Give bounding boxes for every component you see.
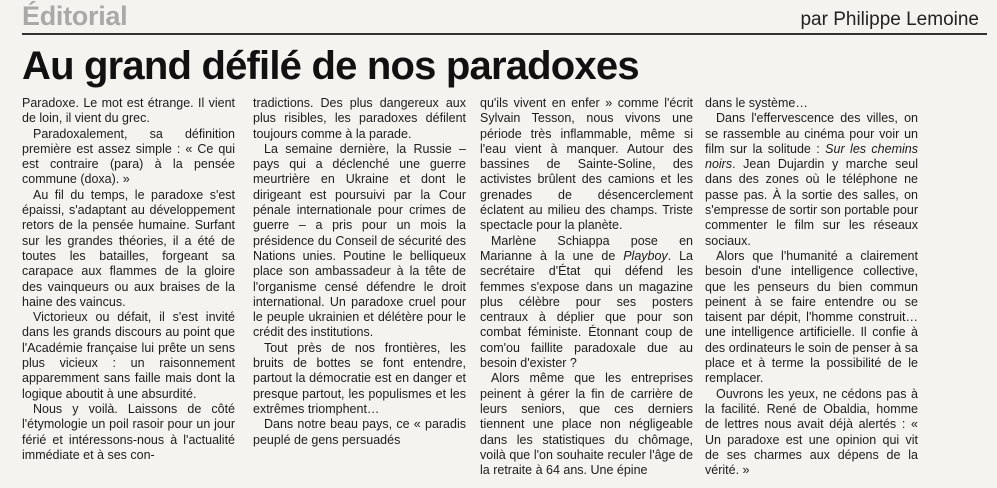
text-column-2	[253, 96, 466, 488]
paragraph: dans le système…	[705, 96, 808, 110]
paragraph-segment: . La secrétaire d'État qui défend les femmes s'expose dans un magazine plus célèbre pour ses posters centraux à déplier que pour son combat féministe. Étonnant coup de com'ou faillite paradoxale due au besoin d'exister ?	[480, 248, 693, 371]
paragraph: tradictions. Des plus dangereux aux plus risibles, les paradoxes défilent toujours comme à la parade.	[253, 96, 466, 141]
paragraph: Victorieux ou défait, il s'est invité dans les grands discours au point que l'Académie française lui prête un sens plus vicieux : un raisonnement apparemment sans faille mais dont la logique aboutit à une absurdité.	[22, 310, 235, 401]
paragraph: Dans notre beau pays, ce « paradis peuplé de gens persuadés	[253, 417, 466, 447]
paragraph	[480, 234, 693, 372]
paragraph: Paradoxe. Le mot est étrange. Il vient de loin, il vient du grec.	[22, 96, 235, 126]
text-column-1	[22, 96, 235, 488]
film-title: Sur les chemins noirs	[705, 141, 918, 172]
section-rubric: Éditorial	[22, 1, 128, 31]
paragraph-segment: Dans l'effervescence des villes, on se rassemble au cinéma pour voir un film sur la solitude :	[705, 111, 918, 156]
paragraph: Nous y voilà. Laissons de côté l'étymologie un poil rasoir pour un jour férié et intéressons-nous à l'actualité immédiate et à ses con-	[22, 401, 235, 462]
paragraph-segment: Marlène Schiappa pose en Marianne à la une de	[480, 233, 693, 263]
paragraph: Alors même que les entreprises peinent à gérer la fin de carrière de leurs seniors, que ces derniers tiennent une place non négligeable dans les statistiques du chômage, voilà que l'on souhaite reculer l'âge de la retraite à 64 ans. Une épine	[480, 371, 693, 478]
paragraph-segment: . Jean Dujardin y marche seul dans des zones où le téléphone ne passe pas. À la sortie des salles, on s'empresse de sortir son portable pour commenter le film sur les réseaux sociaux.	[705, 157, 918, 248]
paragraph: qu'ils vivent en enfer » comme l'écrit Sylvain Tesson, nous vivons une période très inflammable, même si l'eau vient à manquer. Autour des bassines de Sainte-Soline, des activistes brûlent des camions et les grenades de désencerclement éclatent au milieu des champs. Triste spectacle pour la planète.	[480, 96, 693, 233]
paragraph: Alors que l'humanité a clairement besoin d'une intelligence collective, que les penseurs du bien commun peinent à se faire entendre ou se taisent par dépit, l'homme construit… une intelligence artificielle. Il confie à des ordinateurs le soin de penser à sa place et à terme la possibilité de le remplacer.	[705, 248, 918, 386]
article-headline: Au grand défilé de nos paradoxes	[22, 44, 639, 88]
paragraph: Au fil du temps, le paradoxe s'est épaissi, s'adaptant au développement retors de la pensée humaine. Surfant sur les grandes théories, il a été de toutes les batailles, forgeant sa carapace aux flammes de la gloire des vainqueurs ou aux braises de la haine des vaincus.	[22, 187, 235, 309]
paragraph: Paradoxalement, sa définition première est assez simple : « Ce qui est contraire (para) à la pensée commune (doxa). »	[22, 126, 235, 187]
header-rule	[22, 33, 987, 35]
text-column-3	[480, 96, 693, 488]
paragraph: La semaine dernière, la Russie – pays qui a déclenché une guerre meurtrière en Ukraine et dont le dirigeant est poursuivi par la Cour pénale internationale pour crimes de guerre – a pris pour un mois la présidence du Conseil de sécurité des Nations unies. Poutine le belliqueux place son ambassadeur à la tête de l'organisme censé défendre le droit international. Un paradoxe cruel pour le peuple ukrainien et délétère pour le crédit des institutions.	[253, 141, 466, 340]
paragraph: Ouvrons les yeux, ne cédons pas à la facilité. René de Obaldia, homme de lettres nous avait déjà alertés : « Un paradoxe est une opinion qui vit de ses charmes aux dépens de la vérité. »	[705, 386, 918, 478]
author-byline: par Philippe Lemoine	[800, 9, 979, 30]
paragraph: Tout près de nos frontières, les bruits de bottes se font entendre, partout la démocratie est en danger et presque partout, les populismes et les extrêmes triomphent…	[253, 340, 466, 416]
text-column-4	[705, 96, 918, 488]
magazine-title: Playboy	[623, 248, 668, 263]
paragraph	[705, 111, 918, 249]
